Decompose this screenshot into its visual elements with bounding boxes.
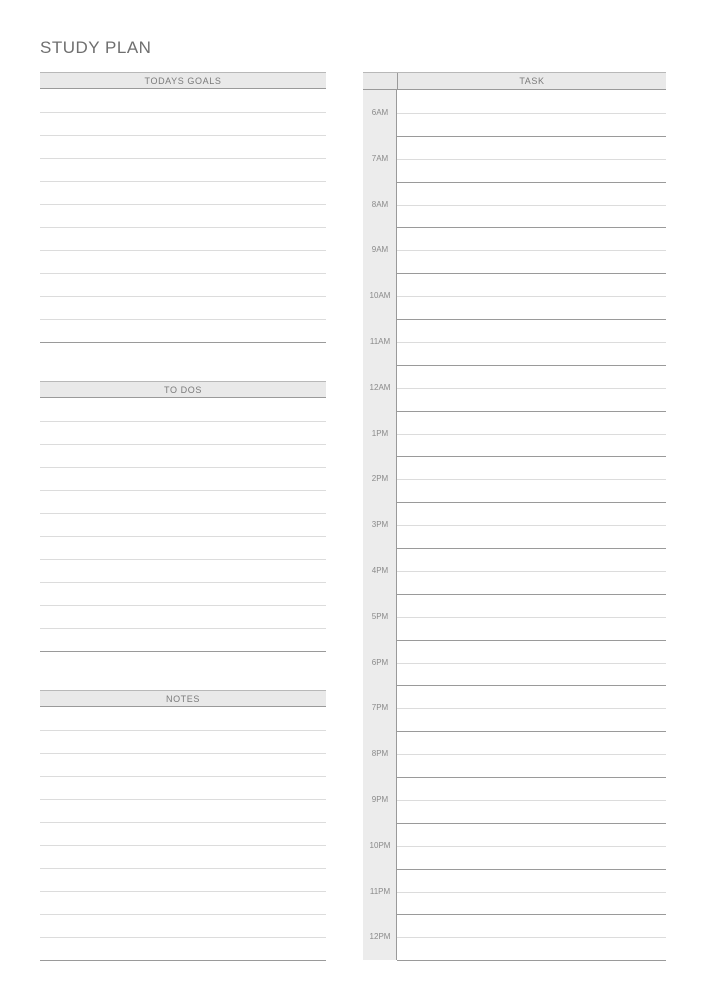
half-hour-line[interactable] [397,205,666,206]
half-hour-line[interactable] [397,937,666,938]
hour-label: 9PM [371,794,389,804]
hour-label: 12PM [369,932,391,942]
hour-line[interactable] [397,640,666,641]
writing-line[interactable] [40,822,326,823]
half-hour-line[interactable] [397,892,666,893]
hour-line[interactable] [397,456,666,457]
writing-line[interactable] [40,296,326,297]
hour-line[interactable] [397,914,666,915]
page-title: STUDY PLAN [40,38,152,57]
writing-line[interactable] [40,135,326,136]
writing-line[interactable] [40,227,326,228]
writing-line[interactable] [40,799,326,800]
half-hour-line[interactable] [397,296,666,297]
writing-line[interactable] [40,845,326,846]
hour-line[interactable] [397,960,666,961]
hourly-schedule [363,72,666,960]
hour-line[interactable] [397,869,666,870]
hour-label: 6PM [371,657,389,667]
hour-line[interactable] [397,273,666,274]
hour-line[interactable] [397,731,666,732]
hour-label: 8PM [371,749,389,759]
hour-label: 5PM [371,611,389,621]
writing-line[interactable] [40,421,326,422]
hour-label: 11AM [369,336,391,346]
writing-line[interactable] [40,342,326,343]
half-hour-line[interactable] [397,159,666,160]
hour-label: 2PM [371,474,389,484]
hour-line[interactable] [397,594,666,595]
schedule-header [363,72,666,90]
writing-line[interactable] [40,730,326,731]
todos-header: TO DOS [40,381,326,398]
writing-line[interactable] [40,582,326,583]
notes-section [40,690,326,960]
writing-line[interactable] [40,776,326,777]
hour-label: 10PM [369,840,391,850]
half-hour-line[interactable] [397,434,666,435]
hour-label: 11PM [369,886,391,896]
hour-line[interactable] [397,227,666,228]
writing-line[interactable] [40,204,326,205]
hour-label: 6AM [371,107,389,117]
half-hour-line[interactable] [397,846,666,847]
hour-line[interactable] [397,502,666,503]
writing-line[interactable] [40,914,326,915]
hour-line[interactable] [397,777,666,778]
hour-line[interactable] [397,823,666,824]
writing-line[interactable] [40,536,326,537]
notes-header: NOTES [40,690,326,707]
hour-line[interactable] [397,182,666,183]
hour-label: 9AM [371,245,389,255]
half-hour-line[interactable] [397,388,666,389]
writing-line[interactable] [40,467,326,468]
writing-line[interactable] [40,250,326,251]
half-hour-line[interactable] [397,342,666,343]
writing-line[interactable] [40,937,326,938]
todays-goals-header: TODAYS GOALS [40,72,326,89]
half-hour-line[interactable] [397,479,666,480]
hour-line[interactable] [397,411,666,412]
writing-line[interactable] [40,753,326,754]
writing-line[interactable] [40,490,326,491]
half-hour-line[interactable] [397,663,666,664]
half-hour-line[interactable] [397,525,666,526]
half-hour-line[interactable] [397,250,666,251]
hour-line[interactable] [397,685,666,686]
writing-line[interactable] [40,605,326,606]
hour-label: 10AM [369,291,391,301]
half-hour-line[interactable] [397,617,666,618]
half-hour-line[interactable] [397,571,666,572]
hour-label: 7PM [371,703,389,713]
writing-line[interactable] [40,444,326,445]
writing-line[interactable] [40,960,326,961]
writing-line[interactable] [40,891,326,892]
writing-line[interactable] [40,628,326,629]
writing-line[interactable] [40,319,326,320]
hour-label: 3PM [371,520,389,530]
todos-section [40,381,326,651]
writing-line[interactable] [40,513,326,514]
task-column-header: TASK [397,73,666,89]
writing-line[interactable] [40,158,326,159]
hour-label: 7AM [371,153,389,163]
hour-label: 1PM [371,428,389,438]
hour-label: 12AM [369,382,391,392]
half-hour-line[interactable] [397,800,666,801]
writing-line[interactable] [40,868,326,869]
todays-goals-section [40,72,326,342]
time-column [363,90,397,960]
hour-line[interactable] [397,548,666,549]
writing-line[interactable] [40,559,326,560]
half-hour-line[interactable] [397,708,666,709]
hour-label: 4PM [371,565,389,575]
hour-line[interactable] [397,319,666,320]
writing-line[interactable] [40,273,326,274]
hour-line[interactable] [397,136,666,137]
writing-line[interactable] [40,181,326,182]
writing-line[interactable] [40,651,326,652]
half-hour-line[interactable] [397,113,666,114]
half-hour-line[interactable] [397,754,666,755]
hour-line[interactable] [397,365,666,366]
hour-label: 8AM [371,199,389,209]
writing-line[interactable] [40,112,326,113]
